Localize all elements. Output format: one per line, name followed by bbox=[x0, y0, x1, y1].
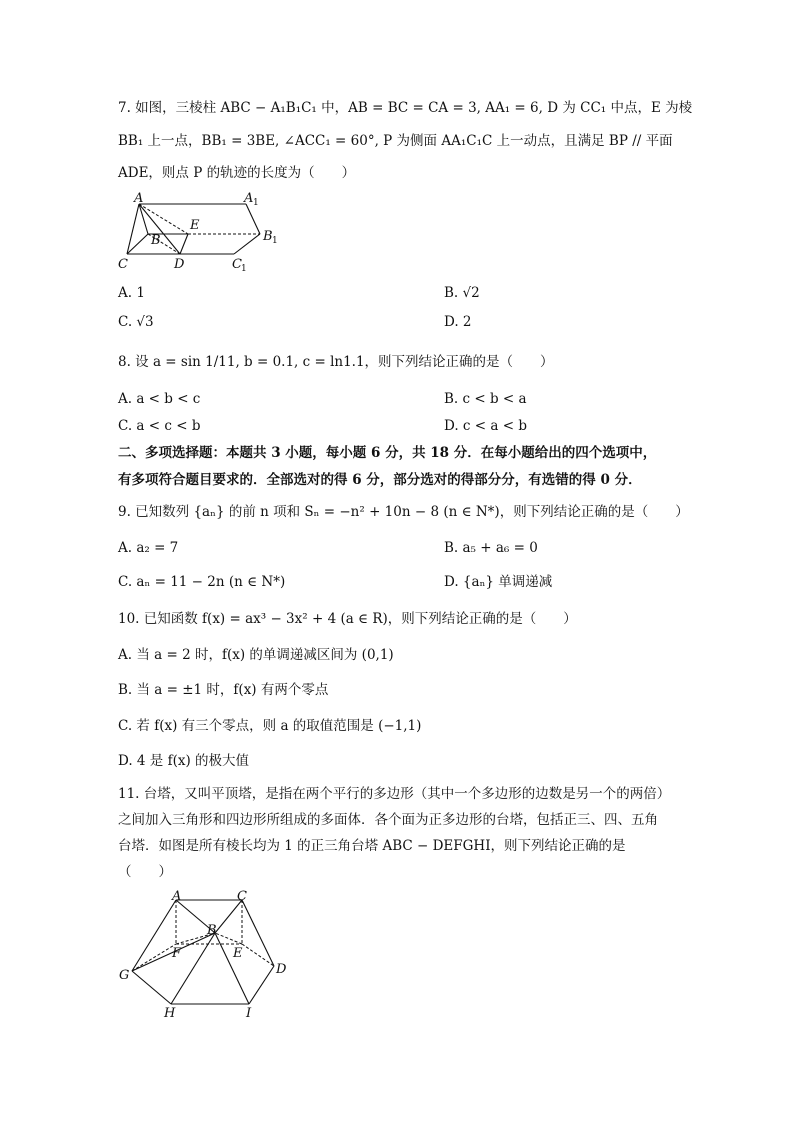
q7-label-E: E bbox=[190, 218, 200, 233]
q11-frustum-figure bbox=[112, 888, 302, 1023]
q7-label-B: B bbox=[151, 233, 161, 248]
q7-label-B1: B bbox=[263, 229, 273, 244]
q9-option-d: D. {aₙ} 单调递减 bbox=[444, 574, 553, 590]
q8-line-1: 8. 设 a = sin 1/11, b = 0.1, c = ln1.1，则下列结论正确的是（ ） bbox=[118, 354, 554, 370]
q7-option-b: B. √2 bbox=[444, 285, 480, 301]
q10-option-a: A. 当 a = 2 时，f(x) 的单调递减区间为 (0,1) bbox=[118, 647, 394, 663]
q11-label-A: A bbox=[172, 889, 182, 904]
q9-option-b: B. a₅ + a₆ = 0 bbox=[444, 540, 538, 556]
q11-label-B: B bbox=[207, 923, 217, 938]
q11-line-2: 之间加入三角形和四边形所组成的多面体．各个面为正多边形的台塔，包括正三、四、五角 bbox=[118, 812, 658, 828]
q7-label-B1-sub: 1 bbox=[272, 236, 278, 246]
q11-label-D: D bbox=[276, 962, 287, 977]
q7-option-a: A. 1 bbox=[118, 285, 145, 301]
q7-prism-figure bbox=[112, 190, 282, 275]
q10-option-c: C. 若 f(x) 有三个零点，则 a 的取值范围是 (−1,1) bbox=[118, 718, 422, 734]
q7-line-3: ADE，则点 P 的轨迹的长度为（ ） bbox=[118, 165, 356, 181]
section-2-line-1: 二、多项选择题：本题共 3 小题，每小题 6 分，共 18 分．在每小题给出的四个选项中， bbox=[118, 445, 657, 461]
q7-label-A1: A bbox=[244, 191, 254, 206]
q11-label-F: F bbox=[172, 946, 182, 961]
q9-option-c: C. aₙ = 11 − 2n (n ∈ N*) bbox=[118, 574, 286, 590]
q8-option-b: B. c < b < a bbox=[444, 391, 527, 407]
section-2-line-2: 有多项符合题目要求的．全部选对的得 6 分，部分选对的得部分分，有选错的得 0 分． bbox=[118, 472, 642, 488]
q11-line-4: （ ） bbox=[118, 864, 172, 880]
q7-label-A: A bbox=[134, 191, 144, 206]
q10-line-1: 10. 已知函数 f(x) = ax³ − 3x² + 4 (a ∈ R)，则下列结论正确的是（ ） bbox=[118, 611, 577, 627]
q7-label-C: C bbox=[118, 257, 128, 272]
q7-option-c: C. √3 bbox=[118, 314, 154, 330]
q11-line-3: 台塔．如图是所有棱长均为 1 的正三角台塔 ABC − DEFGHI，则下列结论正确的是 bbox=[118, 838, 626, 854]
q11-label-E: E bbox=[233, 946, 243, 961]
q11-line-1: 11. 台塔，又叫平顶塔，是指在两个平行的多边形（其中一个多边形的边数是另一个的两倍） bbox=[118, 786, 671, 802]
q10-option-b: B. 当 a = ±1 时，f(x) 有两个零点 bbox=[118, 682, 329, 698]
q7-line-2: BB₁ 上一点，BB₁ = 3BE, ∠ACC₁ = 60°, P 为侧面 AA₁C₁C 上一动点，且满足 BP // 平面 bbox=[118, 133, 673, 149]
q11-label-H: H bbox=[164, 1006, 176, 1021]
q9-line-1: 9. 已知数列 {aₙ} 的前 n 项和 Sₙ = −n² + 10n − 8 (n ∈ N*)，则下列结论正确的是（ ） bbox=[118, 504, 689, 520]
q9-option-a: A. a₂ = 7 bbox=[118, 540, 179, 556]
q7-label-A1-sub: 1 bbox=[253, 198, 259, 208]
q7-label-C1-sub: 1 bbox=[241, 264, 247, 274]
q8-option-c: C. a < c < b bbox=[118, 418, 201, 434]
q8-option-a: A. a < b < c bbox=[118, 391, 201, 407]
q10-option-d: D. 4 是 f(x) 的极大值 bbox=[118, 753, 250, 769]
q7-line-1: 7. 如图，三棱柱 ABC − A₁B₁C₁ 中，AB = BC = CA = 3, AA₁ = 6, D 为 CC₁ 中点，E 为棱 bbox=[118, 100, 693, 116]
q11-label-G: G bbox=[119, 968, 130, 983]
q7-label-D: D bbox=[174, 257, 185, 272]
q11-label-C: C bbox=[237, 889, 247, 904]
q7-option-d: D. 2 bbox=[444, 314, 472, 330]
q8-option-d: D. c < a < b bbox=[444, 418, 527, 434]
q7-label-C1: C bbox=[232, 257, 242, 272]
q11-label-I: I bbox=[246, 1006, 252, 1021]
